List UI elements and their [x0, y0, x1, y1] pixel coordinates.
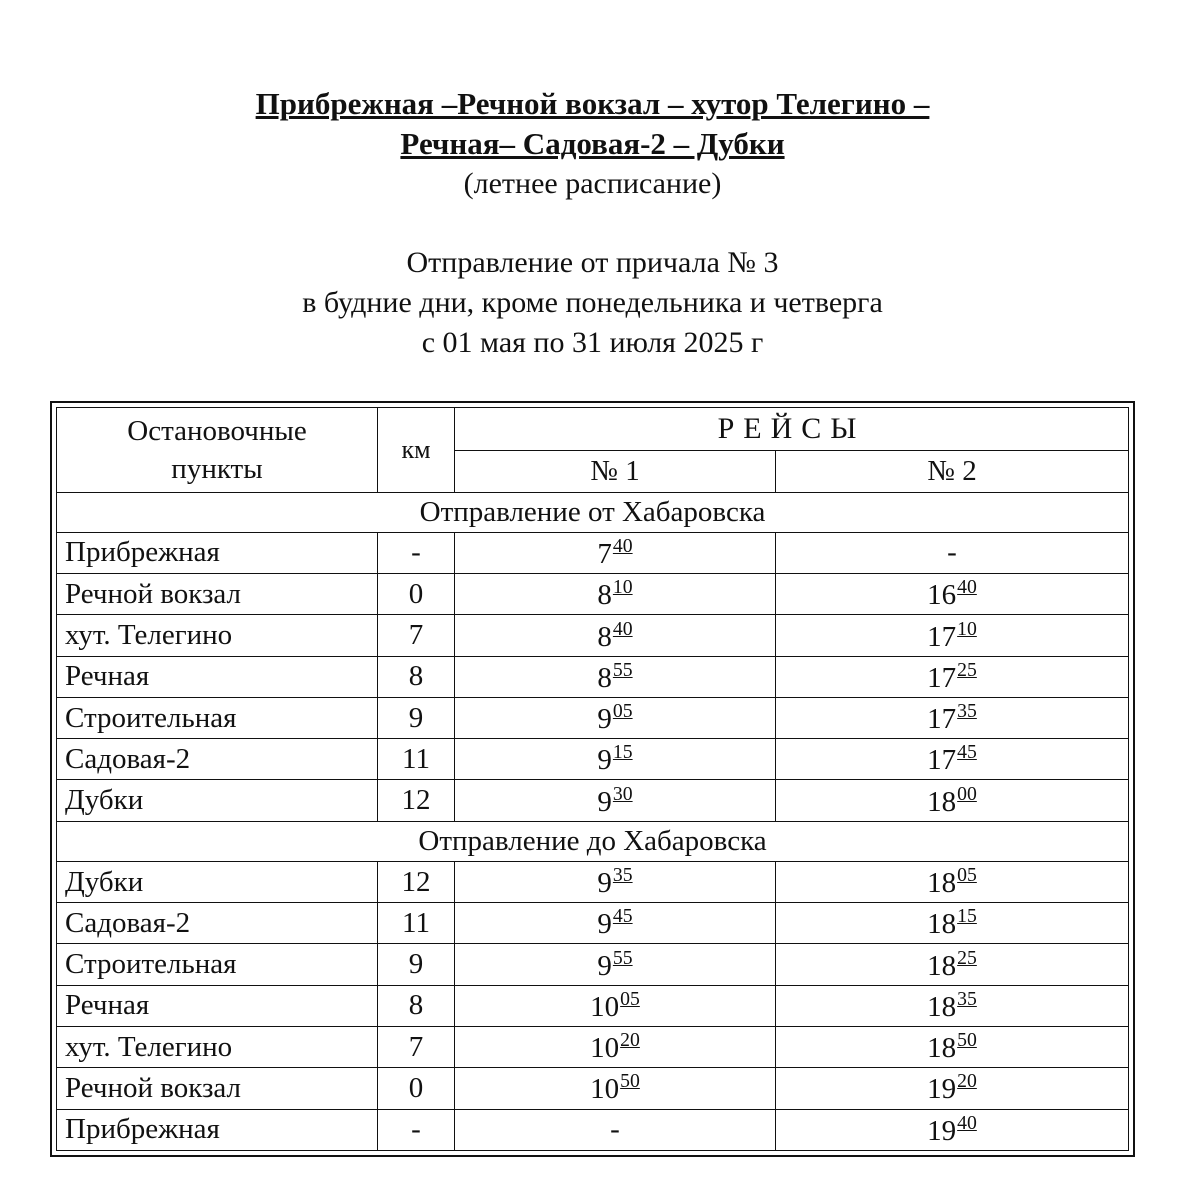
- trip1-time: [455, 1109, 776, 1150]
- time-hours: 9: [597, 744, 612, 777]
- stop-km: 7: [378, 615, 455, 656]
- time-minutes: 40: [612, 617, 633, 640]
- trip1-time: [455, 697, 776, 738]
- time-hours: 17: [927, 702, 957, 735]
- trip2-time: [776, 532, 1129, 573]
- table-row: [57, 574, 1129, 615]
- stop-name: Садовая-2: [57, 739, 378, 780]
- time-hours: 18: [927, 908, 957, 941]
- stop-km: 12: [378, 861, 455, 902]
- stop-km: 9: [378, 944, 455, 985]
- time-minutes: 00: [957, 782, 977, 805]
- time-hours: 8: [597, 661, 612, 694]
- trip2-time: [776, 780, 1129, 821]
- departure-pier: Отправление от причала № 3: [406, 246, 779, 279]
- time-hours: 18: [927, 866, 957, 899]
- time-hours: 10: [590, 1032, 620, 1065]
- stop-name: Садовая-2: [57, 903, 378, 944]
- time-hours: 17: [927, 661, 957, 694]
- section-from-khabarovsk-title: Отправление от Хабаровска: [57, 492, 1129, 532]
- stop-km: 11: [378, 903, 455, 944]
- table-row: [57, 780, 1129, 821]
- section-to-khabarovsk-title: Отправление до Хабаровска: [57, 821, 1129, 861]
- section-from-khabarovsk: [57, 492, 1129, 532]
- time-dash: -: [947, 536, 957, 569]
- stop-km: -: [378, 532, 455, 573]
- trip2-time: [776, 615, 1129, 656]
- time-minutes: 50: [957, 1029, 977, 1052]
- time-minutes: 55: [612, 946, 633, 969]
- trip1-time: [455, 574, 776, 615]
- trip1-time: [455, 861, 776, 902]
- stop-name: хут. Телегино: [57, 1027, 378, 1068]
- table-row: [57, 739, 1129, 780]
- time-minutes: 55: [612, 658, 633, 681]
- table-row: [57, 944, 1129, 985]
- trip1-time: [455, 780, 776, 821]
- trip2-time: [776, 1027, 1129, 1068]
- section-to-khabarovsk: [57, 821, 1129, 861]
- stop-km: 8: [378, 656, 455, 697]
- time-minutes: 20: [957, 1070, 977, 1093]
- time-hours: 8: [597, 579, 612, 612]
- table-row: [57, 532, 1129, 573]
- table-row: [57, 1068, 1129, 1109]
- time-hours: 16: [927, 579, 957, 612]
- stop-name: Прибрежная: [57, 532, 378, 573]
- table-row: [57, 615, 1129, 656]
- trip2-time: [776, 1109, 1129, 1150]
- time-minutes: 10: [612, 576, 633, 599]
- stop-km: 0: [378, 1068, 455, 1109]
- stop-km: 11: [378, 739, 455, 780]
- time-minutes: 35: [957, 700, 977, 723]
- time-minutes: 20: [620, 1029, 640, 1052]
- departure-info: [0, 243, 1185, 363]
- stop-name: Строительная: [57, 944, 378, 985]
- table-row: [57, 985, 1129, 1026]
- time-minutes: 45: [612, 905, 633, 928]
- time-minutes: 15: [612, 741, 633, 764]
- time-hours: 19: [927, 1073, 957, 1106]
- km-column-header: км: [378, 408, 455, 493]
- time-hours: 17: [927, 620, 957, 653]
- time-hours: 9: [597, 785, 612, 818]
- table-row: [57, 861, 1129, 902]
- table-row: [57, 697, 1129, 738]
- time-hours: 9: [597, 949, 612, 982]
- time-hours: 10: [590, 1073, 620, 1106]
- trip1-time: [455, 1068, 776, 1109]
- time-hours: 18: [927, 949, 957, 982]
- stops-header-line2: пункты: [171, 452, 263, 485]
- schedule-table-frame: [50, 401, 1135, 1157]
- trip2-time: [776, 861, 1129, 902]
- stop-name: Прибрежная: [57, 1109, 378, 1150]
- trip1-time: [455, 903, 776, 944]
- time-hours: 17: [927, 744, 957, 777]
- time-hours: 9: [597, 702, 612, 735]
- time-minutes: 40: [612, 535, 633, 558]
- stop-name: Речная: [57, 985, 378, 1026]
- trip1-time: [455, 532, 776, 573]
- trip2-time: [776, 697, 1129, 738]
- time-hours: 9: [597, 908, 612, 941]
- table-row: [57, 1027, 1129, 1068]
- trip2-time: [776, 985, 1129, 1026]
- time-minutes: 40: [957, 576, 977, 599]
- time-minutes: 45: [957, 741, 977, 764]
- trip2-time: [776, 944, 1129, 985]
- stop-name: Дубки: [57, 861, 378, 902]
- trip1-time: [455, 656, 776, 697]
- trip1-header: № 1: [455, 451, 776, 492]
- trip1-time: [455, 944, 776, 985]
- time-minutes: 25: [957, 658, 977, 681]
- time-minutes: 25: [957, 946, 977, 969]
- table-header-row: [57, 408, 1129, 451]
- stop-km: 8: [378, 985, 455, 1026]
- stops-header-line1: Остановочные: [127, 414, 307, 447]
- schedule-table: [56, 407, 1129, 1151]
- time-minutes: 50: [620, 1070, 640, 1093]
- time-dash: -: [610, 1113, 620, 1146]
- time-minutes: 30: [612, 782, 633, 805]
- departure-period: с 01 мая по 31 июля 2025 г: [421, 326, 764, 359]
- table-row: [57, 656, 1129, 697]
- trips-header: РЕЙСЫ: [455, 408, 1129, 451]
- time-minutes: 05: [612, 700, 633, 723]
- stop-km: 7: [378, 1027, 455, 1068]
- time-hours: 19: [927, 1114, 957, 1147]
- trip2-time: [776, 903, 1129, 944]
- time-minutes: 05: [957, 864, 977, 887]
- time-hours: 9: [597, 866, 612, 899]
- time-minutes: 40: [957, 1111, 977, 1134]
- trip2-time: [776, 1068, 1129, 1109]
- stop-name: Дубки: [57, 780, 378, 821]
- stop-km: 0: [378, 574, 455, 615]
- time-minutes: 15: [957, 905, 977, 928]
- trip1-time: [455, 985, 776, 1026]
- stop-name: Строительная: [57, 697, 378, 738]
- route-title-line2: Речная– Садовая-2 – Дубки: [400, 126, 785, 161]
- stops-column-header: [57, 408, 378, 493]
- table-row: [57, 903, 1129, 944]
- time-hours: 18: [927, 785, 957, 818]
- time-hours: 18: [927, 1032, 957, 1065]
- time-minutes: 05: [620, 987, 640, 1010]
- table-row: [57, 1109, 1129, 1150]
- trip2-header: № 2: [776, 451, 1129, 492]
- stop-km: -: [378, 1109, 455, 1150]
- time-hours: 8: [597, 620, 612, 653]
- time-minutes: 10: [957, 617, 977, 640]
- trip1-time: [455, 739, 776, 780]
- stop-name: хут. Телегино: [57, 615, 378, 656]
- trip1-time: [455, 1027, 776, 1068]
- stop-km: 9: [378, 697, 455, 738]
- stop-name: Речная: [57, 656, 378, 697]
- stop-name: Речной вокзал: [57, 1068, 378, 1109]
- schedule-subtitle: (летнее расписание): [463, 167, 722, 200]
- time-hours: 10: [590, 990, 620, 1023]
- time-hours: 18: [927, 990, 957, 1023]
- stop-name: Речной вокзал: [57, 574, 378, 615]
- trip2-time: [776, 739, 1129, 780]
- time-minutes: 35: [612, 864, 633, 887]
- departure-days: в будние дни, кроме понедельника и четверга: [302, 286, 883, 319]
- trip2-time: [776, 656, 1129, 697]
- time-hours: 7: [597, 537, 612, 570]
- time-minutes: 35: [957, 987, 977, 1010]
- schedule-header: [0, 84, 1185, 204]
- trip2-time: [776, 574, 1129, 615]
- trip1-time: [455, 615, 776, 656]
- stop-km: 12: [378, 780, 455, 821]
- route-title-line1: Прибрежная –Речной вокзал – хутор Телегино –: [255, 86, 930, 121]
